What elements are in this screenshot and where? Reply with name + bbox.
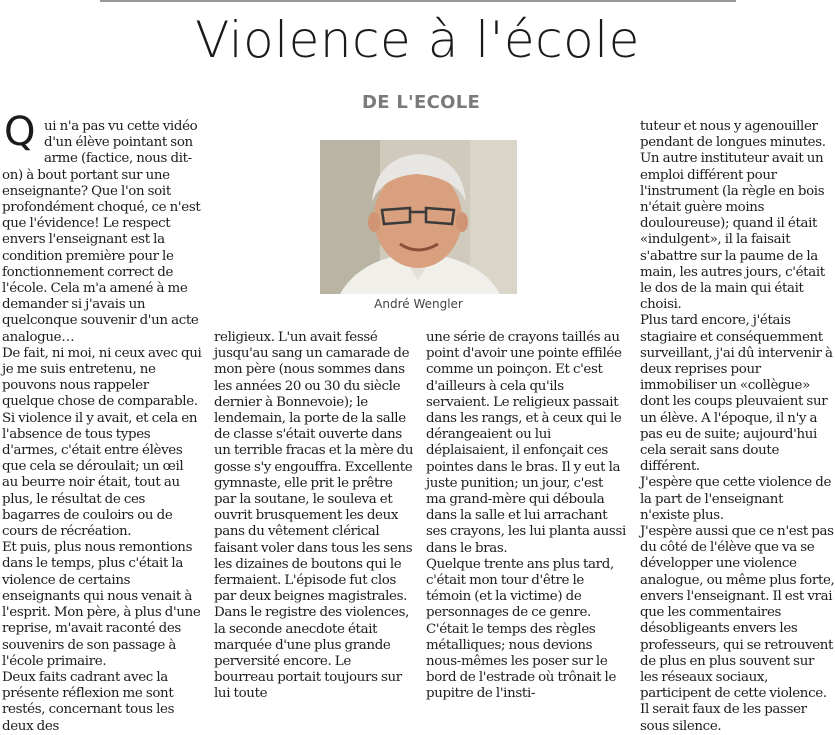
paragraph: ui n'a pas vu cette vidéo d'un élève pointant son arme (factice, nous dit-on) à bout portant sur une enseignante? Que l'on soit profondément choqué, ce n'est que l'évidence! Le respect envers l'enseignant est la condition première pour le fonctionnement correct de l'école. Cela m'a amené à me demander si j'avais un quelconque souvenir d'un acte analogue… <box>2 119 201 345</box>
portrait-illustration <box>320 140 517 294</box>
section-rubric: DE L'ECOLE <box>362 92 481 113</box>
column-4 <box>640 119 835 734</box>
paragraph: une série de crayons taillés au point d'avoir une pointe effilée comme un poinçon. Et c'est d'ailleurs à cela qu'ils servaient. Le religieux passait dans les rangs, et à ceux qui le dérangeaient ou lui déplaisaient, il enfonçait ces pointes dans le bras. Il y eut la juste punition; un jour, c'est ma grand-mère qui déboula dans la salle et lui arrachant ses crayons, les lui planta aussi dans le bras. <box>426 330 626 556</box>
paragraph: J'espère que cette violence de la part de l'enseignant n'existe plus. <box>640 475 832 523</box>
paragraph: De fait, ni moi, ni ceux avec qui je me suis entretenu, ne pouvons nous rappeler quelque chose de comparable. Si violence il y avait, et cela en l'absence de tous types d'armes, c'était entre élèves que cela se déroulait; un œil au beurre noir était, tout au plus, le résultat de ces bagarres de couloirs ou de cours de récréation. <box>2 345 202 540</box>
column-1 <box>2 119 202 734</box>
column-2 <box>214 330 414 702</box>
paragraph: Dans le registre des violences, la seconde anecdote était marquée d'une plus grande perversité encore. Le bourreau portait toujours sur lui toute <box>214 605 410 702</box>
paragraph: tuteur et nous y agenouiller pendant de longues minutes. Un autre instituteur avait un emploi différent pour l'instrument (la règle en bois n'était guère moins douloureuse); quand il était «indulgent», il la faisait s'abattre sur la paume de la main, les autres jours, c'était le dos de la main qui était choisi. <box>640 119 826 313</box>
paragraph: Plus tard encore, j'étais stagiaire et conséquemment surveillant, j'ai dû intervenir à deux reprises pour immobiliser un «collègue» dont les coups pleuvaient sur un élève. A l'époque, il n'y a pas eu de suite; aujourd'hui cela serait sans doute différent. <box>640 313 833 475</box>
paragraph: Quelque trente ans plus tard, c'était mon tour d'être le témoin (et la victime) de personnages de ce genre. C'était le temps des règles métalliques; nous devions nous-mêmes les poser sur le bord de l'estrade où trônait le pupitre de l'insti- <box>426 556 617 702</box>
top-rule <box>100 0 736 2</box>
paragraph: J'espère aussi que ce n'est pas du côté de l'élève que va se développer une violence analogue, ou même plus forte, envers l'enseignant. Il est vrai que les commentaires désobligeants envers les professeurs, qui se retrouvent de plus en plus souvent sur les réseaux sociaux, participent de cette violence. Il serait faux de les passer sous silence. <box>640 524 835 734</box>
article-title: Violence à l'école <box>195 11 640 69</box>
author-photo <box>320 140 517 294</box>
paragraph: religieux. L'un avait fessé jusqu'au sang un camarade de mon père (nous sommes dans les années 20 ou 30 du siècle dernier à Bonnevoie); le lendemain, la porte de la salle de classe s'était ouverte dans un terrible fracas et la mère du gosse s'y engouffra. Excellente gymnaste, elle prit le prêtre par la soutane, le souleva et ouvrit brusquement les deux pans du vêtement clérical faisant voler dans tous les sens les dizaines de boutons qui le fermaient. L'épisode fut clos par deux beignes magistrales. <box>214 330 414 605</box>
drop-cap: Q <box>4 109 36 155</box>
paragraph: Deux faits cadrant avec la présente réflexion me sont restés, concernant tous les deux des <box>2 669 175 734</box>
column-3 <box>426 330 626 702</box>
photo-caption: André Wengler <box>374 297 463 311</box>
paragraph: Et puis, plus nous remontions dans le temps, plus c'était la violence de certains enseignants qui nous venait à l'esprit. Mon père, à plus d'une reprise, m'avait raconté des souvenirs de son passage à l'école primaire. <box>2 540 201 669</box>
